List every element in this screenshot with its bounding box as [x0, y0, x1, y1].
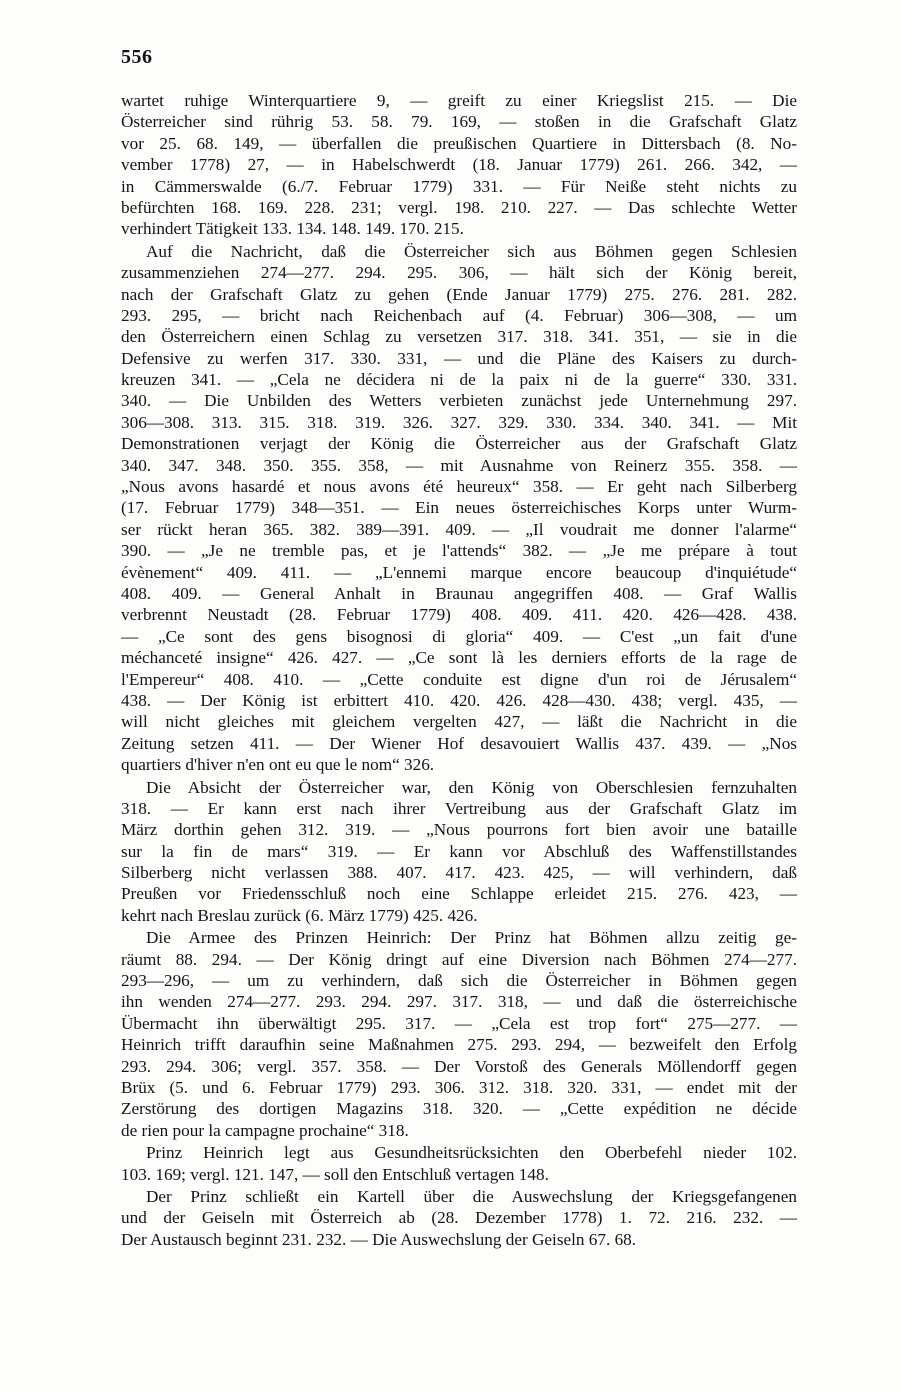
text-line: Auf die Nachricht, daß die Österreicher sich aus Böhmen gegen Schlesien — [146, 241, 797, 261]
text-line: zusammenziehen 274—277. 294. 295. 306, — hält sich der König bereit, — [121, 263, 797, 283]
text-line: 340. 347. 348. 350. 355. 358, — mit Ausnahme von Reinerz 355. 358. — — [121, 455, 797, 475]
text-line: den Österreichern einen Schlag zu versetzen 317. 318. 341. 351, — sie in die — [121, 327, 797, 347]
text-line: räumt 88. 294. — Der König dringt auf eine Diversion nach Böhmen 274—277. — [121, 949, 797, 969]
paragraph — [121, 1186, 797, 1250]
text-line: Österreicher sind rührig 53. 58. 79. 169, — stoßen in die Grafschaft Glatz — [121, 112, 797, 132]
text-line: 306—308. 313. 315. 318. 319. 326. 327. 329. 330. 334. 340. 341. — Mit — [121, 412, 797, 432]
page-number: 556 — [121, 46, 153, 68]
text-line: ser rückt heran 365. 382. 389—391. 409. — „Il voudrait me donner l'alarme“ — [121, 519, 797, 539]
text-line: und der Geiseln mit Österreich ab (28. Dezember 1778) 1. 72. 216. 232. — — [121, 1208, 797, 1228]
text-line: 293. 295, — bricht nach Reichenbach auf (4. Februar) 306—308, — um — [121, 305, 797, 325]
text-line: l'Empereur“ 408. 410. — „Cette conduite est digne d'un roi de Jérusalem“ — [121, 669, 797, 689]
text-line: kreuzen 341. — „Cela ne décidera ni de la paix ni de la guerre“ 330. 331. — [121, 370, 797, 390]
paragraph — [121, 777, 797, 927]
text-line: Brüx (5. und 6. Februar 1779) 293. 306. 312. 318. 320. 331, — endet mit der — [121, 1077, 797, 1097]
text-line: will nicht gleiches mit gleichem vergelten 427, — läßt die Nachricht in die — [121, 712, 797, 732]
text-line: vember 1778) 27, — in Habelschwerdt (18. Januar 1779) 261. 266. 342, — — [121, 155, 797, 175]
text-line: évènement“ 409. 411. — „L'ennemi marque encore beaucoup d'inquiétude“ — [121, 562, 797, 582]
text-line: 293—296, — um zu verhindern, daß sich die Österreicher in Böhmen gegen — [121, 971, 797, 991]
text-line: Die Absicht der Österreicher war, den König von Oberschlesien fernzuhalten — [146, 777, 797, 797]
text-line: 293. 294. 306; vergl. 357. 358. — Der Vorstoß des Generals Möllendorff gegen — [121, 1056, 797, 1076]
text-line: Der Prinz schließt ein Kartell über die Auswechslung der Kriegsgefangenen — [146, 1186, 797, 1206]
text-line: Heinrich trifft daraufhin seine Maßnahmen 275. 293. 294, — bezweifelt den Erfolg — [121, 1035, 797, 1055]
paragraph — [121, 241, 797, 776]
text-line: kehrt nach Breslau zurück (6. März 1779) 425. 426. — [121, 905, 478, 925]
text-line: 438. — Der König ist erbittert 410. 420. 426. 428—430. 438; vergl. 435, — — [121, 690, 797, 710]
text-line: Der Austausch beginnt 231. 232. — Die Auswechslung der Geiseln 67. 68. — [121, 1229, 637, 1249]
paragraph — [121, 1142, 797, 1185]
text-line: März dorthin gehen 312. 319. — „Nous pourrons fort bien avoir une bataille — [121, 820, 797, 840]
text-line: Defensive zu werfen 317. 330. 331, — und die Pläne des Kaisers zu durch- — [121, 348, 797, 368]
paragraph — [121, 927, 797, 1141]
index-text-body — [121, 90, 797, 1251]
text-line: (17. Februar 1779) 348—351. — Ein neues österreichisches Korps unter Wurm- — [121, 498, 797, 518]
text-line: wartet ruhige Winterquartiere 9, — greift zu einer Kriegslist 215. — Die — [121, 91, 797, 110]
text-line: quartiers d'hiver n'en ont eu que le nom“ 326. — [121, 755, 435, 775]
text-line: méchanceté insigne“ 426. 427. — „Ce sont là les derniers efforts de la rage de — [121, 648, 797, 668]
text-line: Die Armee des Prinzen Heinrich: Der Prinz hat Böhmen allzu zeitig ge- — [146, 928, 797, 948]
text-line: Prinz Heinrich legt aus Gesundheitsrücksichten den Oberbefehl nieder 102. — [146, 1143, 797, 1163]
text-line: befürchten 168. 169. 228. 231; vergl. 198. 210. 227. — Das schlechte Wetter — [121, 197, 797, 217]
text-line: verbrennt Neustadt (28. Februar 1779) 408. 409. 411. 420. 426—428. 438. — [121, 605, 797, 625]
text-line: nach der Grafschaft Glatz zu gehen (Ende Januar 1779) 275. 276. 281. 282. — [121, 284, 797, 304]
text-line: 103. 169; vergl. 121. 147, — soll den Entschluß vertagen 148. — [121, 1164, 549, 1184]
text-line: Preußen vor Friedensschluß noch eine Schlappe erleidet 215. 276. 423, — — [121, 884, 797, 904]
text-line: 408. 409. — General Anhalt in Braunau angegriffen 408. — Graf Wallis — [121, 583, 797, 603]
text-line: 318. — Er kann erst nach ihrer Vertreibung aus der Grafschaft Glatz im — [121, 798, 797, 818]
text-line: Zerstörung des dortigen Magazins 318. 320. — „Cette expédition ne décide — [121, 1099, 797, 1119]
text-line: in Cämmerswalde (6./7. Februar 1779) 331. — Für Neiße steht nichts zu — [121, 176, 797, 196]
text-line: „Nous avons hasardé et nous avons été heureux“ 358. — Er geht nach Silberberg — [121, 477, 797, 497]
text-line: de rien pour la campagne prochaine“ 318. — [121, 1120, 409, 1140]
text-line: 390. — „Je ne tremble pas, et je l'attends“ 382. — „Je me prépare à tout — [121, 541, 797, 561]
text-line: ihn wenden 274—277. 293. 294. 297. 317. 318, — und daß die österreichische — [121, 992, 797, 1012]
text-line: sur la fin de mars“ 319. — Er kann vor Abschluß des Waffenstillstandes — [121, 841, 797, 861]
text-line: 340. — Die Unbilden des Wetters verbieten zunächst jede Unternehmung 297. — [121, 391, 797, 411]
text-line: Zeitung setzen 411. — Der Wiener Hof desavouiert Wallis 437. 439. — „Nos — [121, 733, 797, 753]
text-line: Übermacht ihn überwältigt 295. 317. — „Cela est trop fort“ 275—277. — — [121, 1013, 797, 1033]
paragraph — [121, 90, 797, 240]
text-line: — „Ce sont des gens bisognosi di gloria“ 409. — C'est „un fait d'une — [121, 626, 797, 646]
text-line: verhindert Tätigkeit 133. 134. 148. 149. 170. 215. — [121, 219, 464, 239]
text-line: Demonstrationen verjagt der König die Österreicher aus der Grafschaft Glatz — [121, 434, 797, 454]
text-line: vor 25. 68. 149, — überfallen die preußischen Quartiere in Dittersbach (8. No- — [121, 133, 797, 153]
text-line: Silberberg nicht verlassen 388. 407. 417. 423. 425, — will verhindern, daß — [121, 863, 797, 883]
